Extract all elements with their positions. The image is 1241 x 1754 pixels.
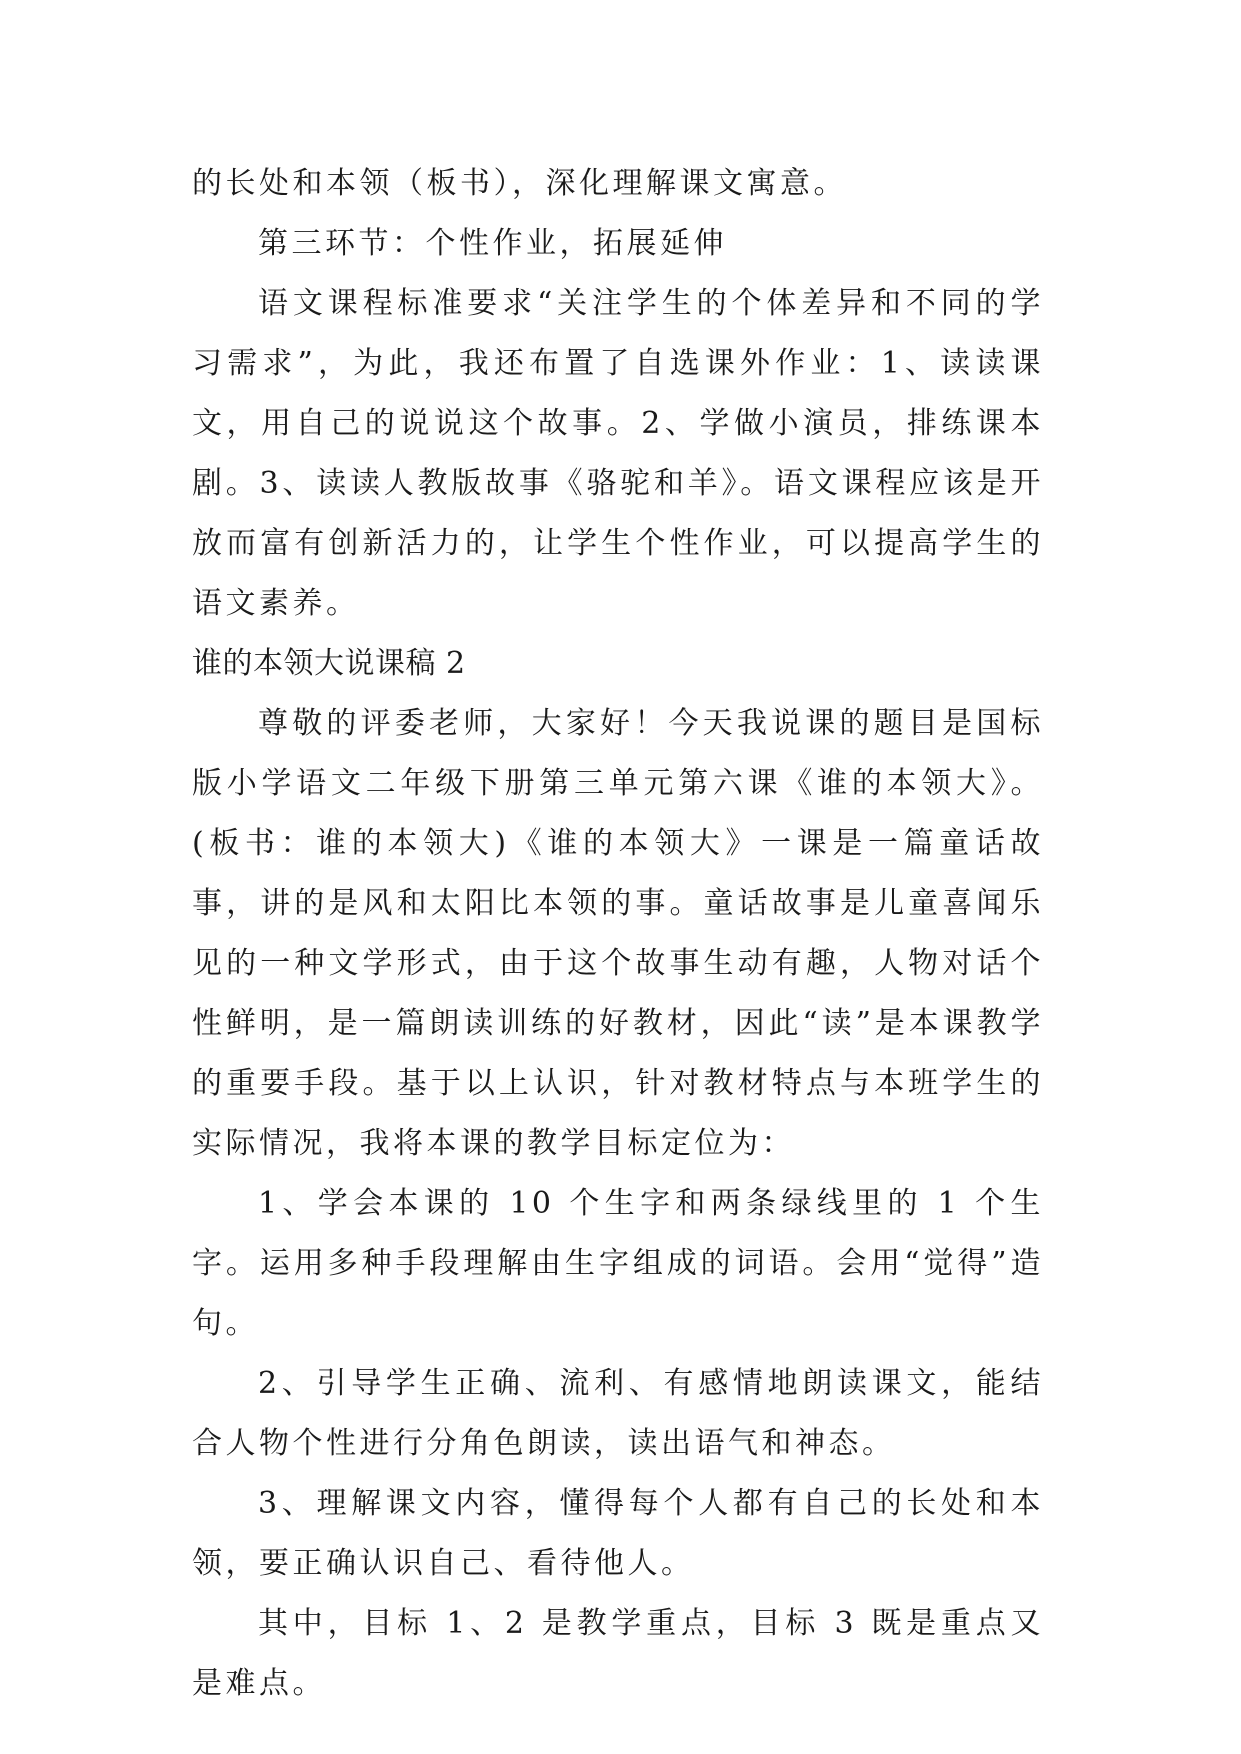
paragraph-2: 第三环节：个性作业，拓展延伸 xyxy=(258,226,727,261)
paragraph-5: 1、学会本课的 10 个生字和两条绿线里的 1 个生字。运用多种手段理解由生字组成的词语。会用“觉得”造句。 xyxy=(192,1186,1044,1341)
paragraph-6: 2、引导学生正确、流利、有感情地朗读课文，能结合人物个性进行分角色朗读，读出语气和神态。 xyxy=(192,1366,1044,1461)
paragraph-1: 的长处和本领（板书），深化理解课文寓意。 xyxy=(192,166,847,201)
paragraph-3: 语文课程标准要求“关注学生的个体差异和不同的学习需求”，为此，我还布置了自选课外作业：1、读读课文，用自己的说说这个故事。2、学做小演员，排练课本剧。3、读读人教版故事《骆驼和羊》。语文课程应该是开放而富有创新活力的，让学生个性作业，可以提高学生的语文素养。 xyxy=(192,286,1044,621)
paragraph-7: 3、理解课文内容，懂得每个人都有自己的长处和本领，要正确认识自己、看待他人。 xyxy=(192,1486,1044,1581)
document-page xyxy=(192,154,1044,1714)
paragraph-4: 尊敬的评委老师，大家好！今天我说课的题目是国标版小学语文二年级下册第三单元第六课《谁的本领大》。(板书：谁的本领大)《谁的本领大》一课是一篇童话故事，讲的是风和太阳比本领的事。童话故事是儿童喜闻乐见的一种文学形式，由于这个故事生动有趣，人物对话个性鲜明，是一篇朗读训练的好教材，因此“读”是本课教学的重要手段。基于以上认识，针对教材特点与本班学生的实际情况，我将本课的教学目标定位为： xyxy=(192,706,1044,1161)
paragraph-8: 其中，目标 1、2 是教学重点，目标 3 既是重点又是难点。 xyxy=(192,1606,1044,1701)
section-title: 谁的本领大说课稿 2 xyxy=(192,646,466,681)
